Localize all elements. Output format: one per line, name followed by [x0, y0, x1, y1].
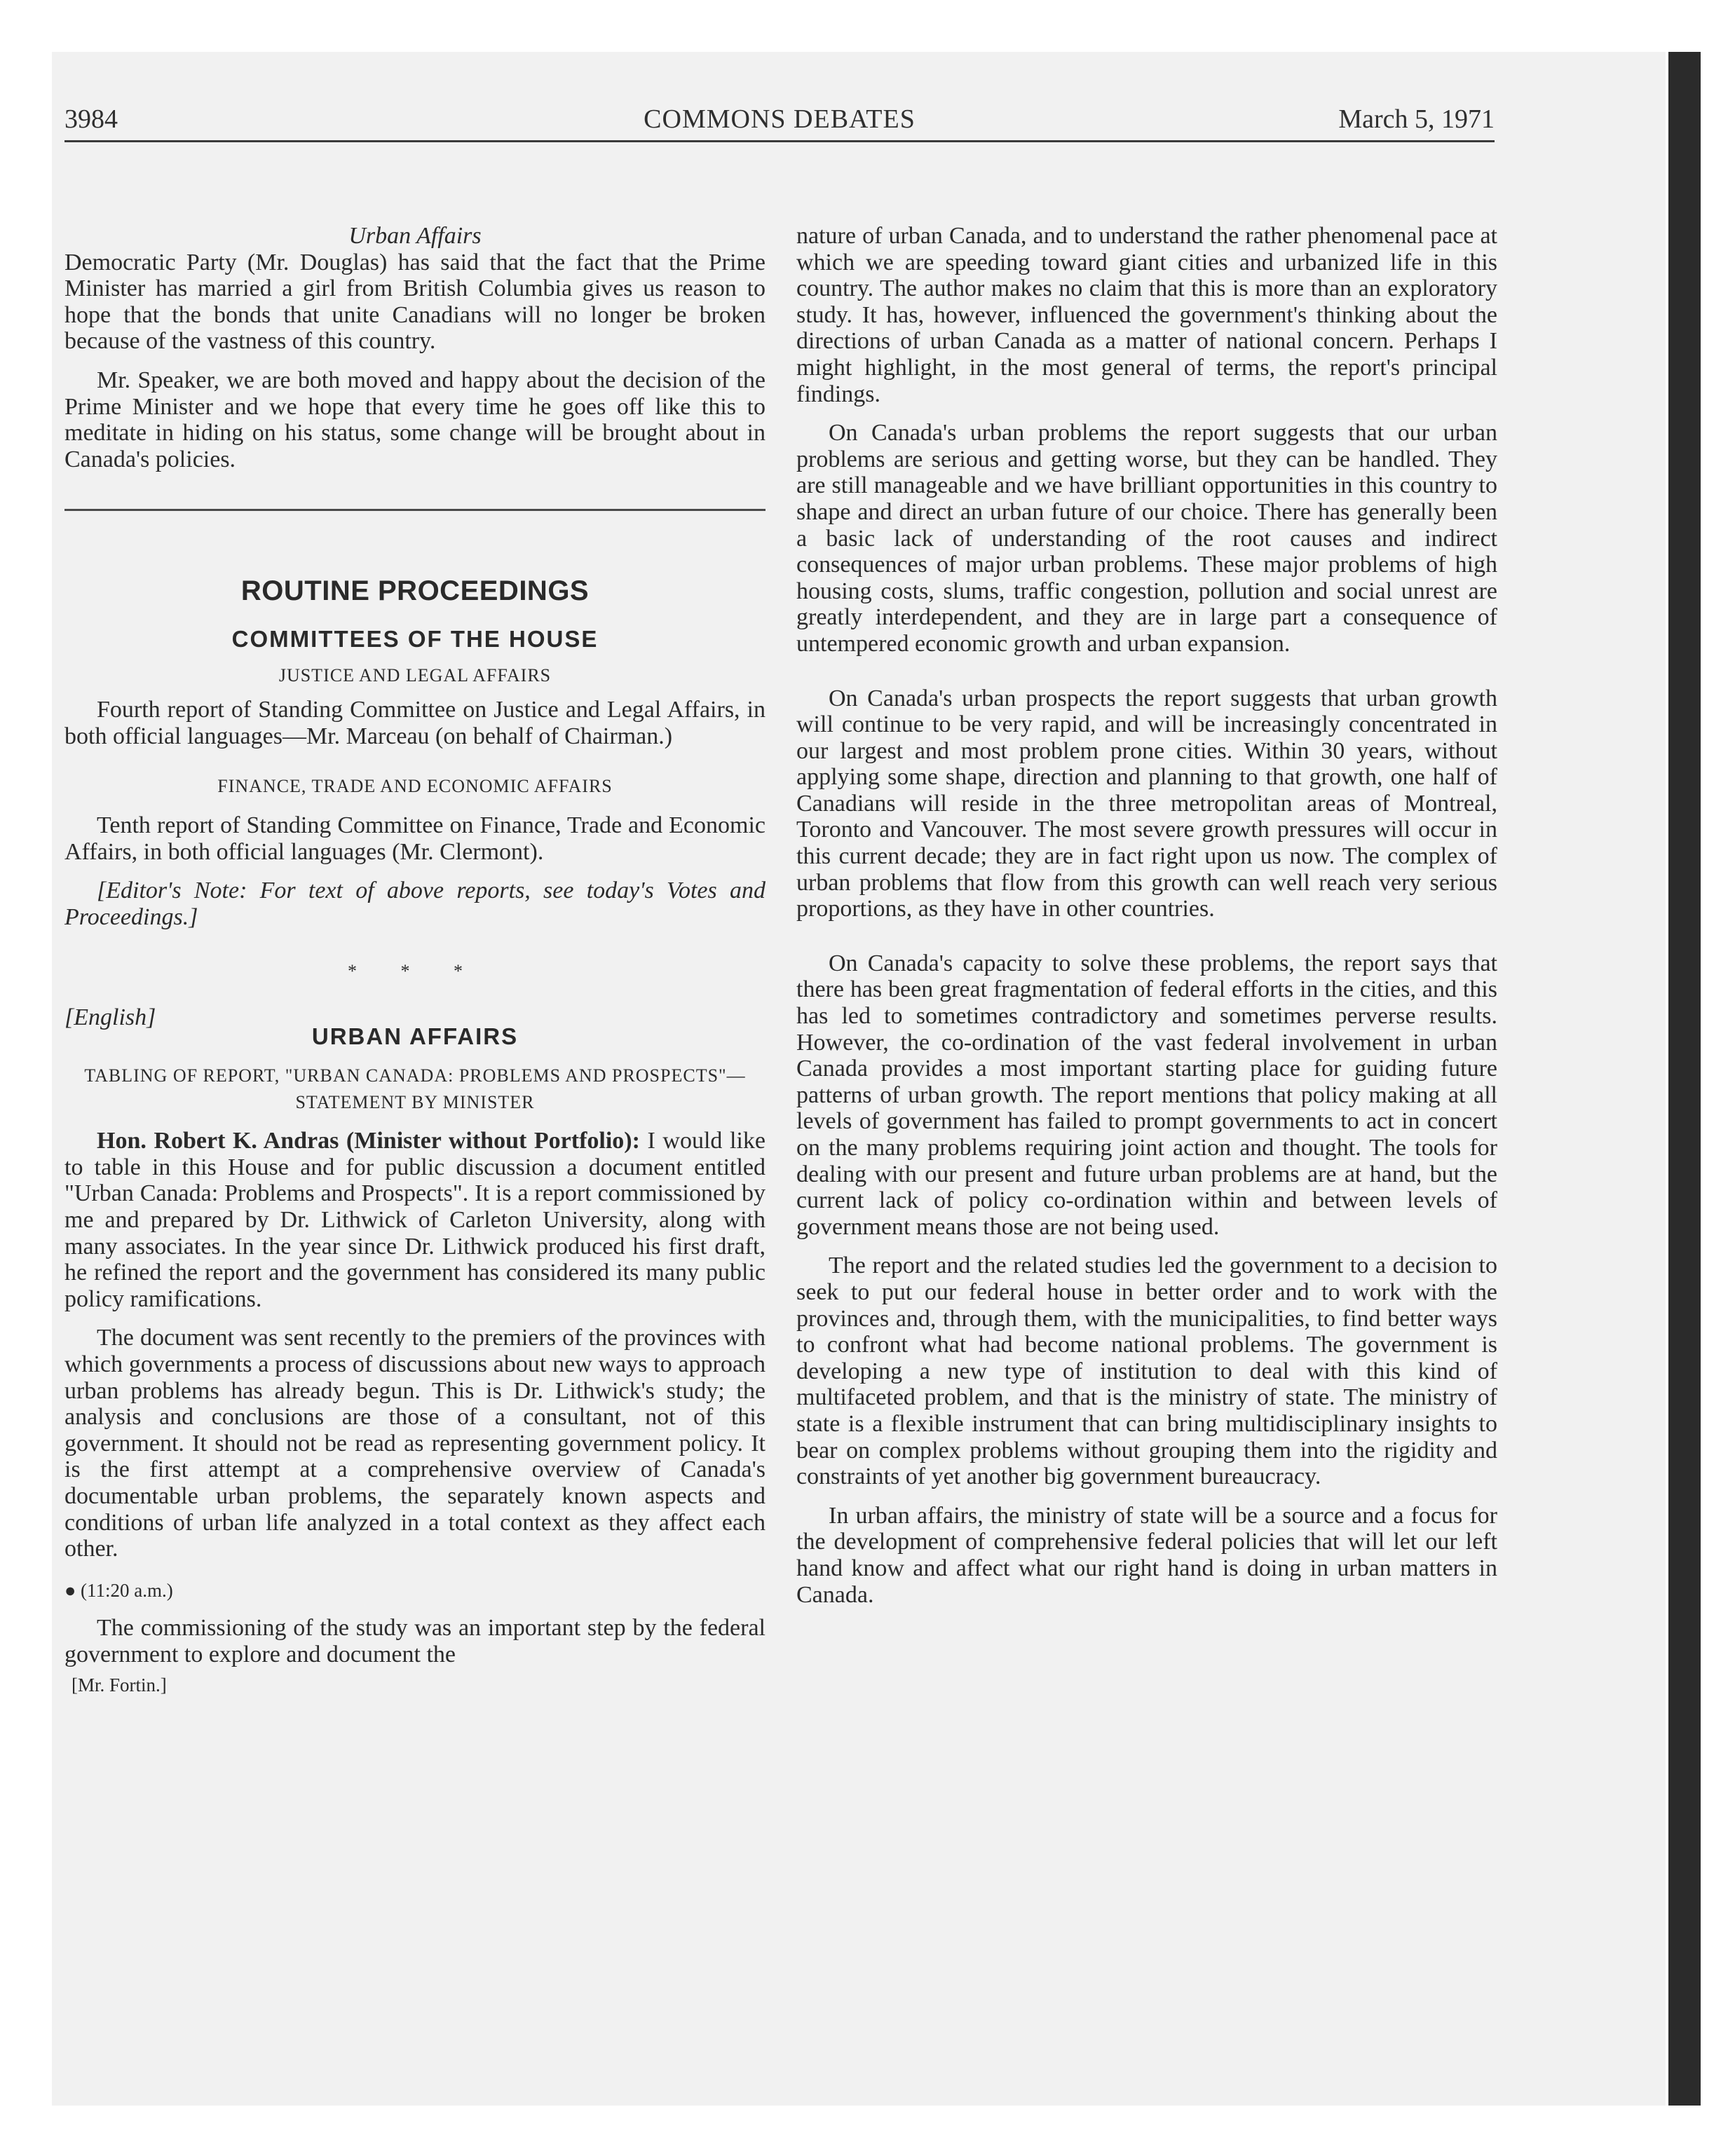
right-column [796, 223, 1497, 1608]
journal-title: COMMONS DEBATES [644, 104, 916, 134]
page-number: 3984 [64, 104, 118, 134]
paragraph: The document was sent recently to the premiers of the provinces with which governments a process of discussions about new ways to approach urban problems has already begun. This is Dr. Lithwick's study; the analysis and conclusions are those of a consultant, not of this government. It should not be read as representing government policy. It is the first attempt at a comprehensive overview of Canada's documentable urban problems, the separately known aspects and conditions of urban life analyzed in a total context as they affect each other. [64, 1325, 766, 1562]
speech-paragraph [64, 1128, 766, 1312]
section-heading-routine-proceedings: ROUTINE PROCEEDINGS [240, 575, 590, 607]
paragraph: The commissioning of the study was an important step by the federal government to explore and document the [64, 1615, 766, 1667]
paragraph: On Canada's urban prospects the report suggests that urban growth will continue to be very rapid, and will be increasingly concentrated in our largest and most problem prone cities. Within 30 years, without applying some shape, direction and planning to that growth, one half of Canadians will reside in the three metropolitan areas of Montreal, Toronto and Vancouver. The most severe growth pressures will occur in this current decade; they are in fact right upon us now. The complex of urban problems that flow from this growth can well reach very serious proportions, as they have in other countries. [796, 685, 1497, 922]
page-header [64, 102, 1495, 142]
paragraph: nature of urban Canada, and to understand the rather phenomenal pace at which we are speeding toward giant cities and urbanized life in this country. The author makes no claim that this is more than an exploratory study. It has, however, influenced the government's thinking about the directions of urban Canada as a matter of national concern. Perhaps I might highlight, in the most general of terms, the report's principal findings. [796, 223, 1497, 407]
editor-note: [Editor's Note: For text of above reports, see today's Votes and Proceedings.] [64, 878, 766, 930]
paragraph: On Canada's capacity to solve these problems, the report says that there has been great fragmentation of federal efforts in the cities, and this has led to sometimes contradictory and sometimes perverse results. However, the co-ordination of the vast federal involvement in urban Canada provides a most important starting place for guiding future patterns of urban growth. The report mentions that policy making at all levels of government has failed to prompt governments to act in concert on the many problems requiring joint action and thought. The tools for dealing with our present and future urban problems are at hand, but the current lack of policy co-ordination within and between levels of government means those are not being used. [796, 950, 1497, 1240]
speaker-name: Hon. Robert K. Andras (Minister without Portfolio): [97, 1128, 640, 1154]
paragraph: Mr. Speaker, we are both moved and happy about the decision of the Prime Minister and we hope that every time he goes off like this to meditate in hiding on his status, some change will be brought about in Canada's policies. [64, 367, 766, 472]
paragraph: In urban affairs, the ministry of state will be a source and a focus for the development of comprehensive federal policies that will let our left hand know and affect what our right hand is doing in urban matters in Canada. [796, 1502, 1497, 1608]
item-heading-tabling: TABLING OF REPORT, "URBAN CANADA: PROBLEMS AND PROSPECTS"—STATEMENT BY MINISTER [84, 1065, 746, 1112]
section-divider [64, 509, 766, 511]
paragraph: Fourth report of Standing Committee on Justice and Legal Affairs, in both official languages—Mr. Marceau (on behalf of Chairman.) [64, 697, 766, 749]
time-stamp: ● (11:20 a.m.) [64, 1579, 173, 1601]
section-heading-urban-affairs: URBAN AFFAIRS [311, 1023, 519, 1050]
paragraph: Tenth report of Standing Committee on Finance, Trade and Economic Affairs, in both official languages (Mr. Clermont). [64, 812, 766, 865]
paragraph: On Canada's urban problems the report suggests that our urban problems are serious and getting worse, but they can be handled. They are still manageable and we have brilliant opportunities in this country to shape and direct an urban future of our choice. There has generally been a basic lack of understanding of the root causes and indirect consequences of major urban problems. These major problems of high housing costs, slums, traffic congestion, pollution and social unrest are greatly interdependent, and they are in large part a consequence of untempered economic growth and urban expansion. [796, 420, 1497, 657]
running-head: Urban Affairs [348, 223, 482, 249]
committee-heading-justice: JUSTICE AND LEGAL AFFAIRS [278, 664, 552, 685]
paragraph: The report and the related studies led the government to a decision to seek to put our federal house in better order and to work with the provinces and, through them, with the municipalities, to find better ways to confront what had become national problems. The government is developing a new type of institution to deal with this kind of multifaceted problem, and that is the ministry of state. The ministry of state is a flexible instrument that can bring multidisciplinary insights to bear on complex problems without grouping them into the rigidity and constraints of yet another big government bureaucracy. [796, 1253, 1497, 1490]
sitting-date: March 5, 1971 [1338, 104, 1495, 134]
language-tag: [English] [64, 1004, 156, 1030]
left-column [64, 223, 766, 1698]
paragraph: Democratic Party (Mr. Douglas) has said that the fact that the Prime Minister has married a girl from British Columbia gives us reason to hope that the bonds that unite Canadians will no longer be broken because of the vastness of this country. [64, 249, 766, 355]
committee-heading-finance: FINANCE, TRADE AND ECONOMIC AFFAIRS [217, 776, 613, 797]
section-break-asterisks: * * * [348, 961, 482, 982]
speech-text: I would like to table in this House and for public discussion a document entitled "Urban Canada: Problems and Prospects". It is a report commissioned by me and prepared by Dr. Lithwick of Carleton University, along with many associates. In the year since Dr. Lithwick produced his first draft, he refined the report and the government has considered its many public policy ramifications. [64, 1128, 766, 1312]
scan-edge-shadow [1668, 52, 1701, 2106]
speaker-footer: [Mr. Fortin.] [72, 1674, 167, 1696]
subsection-heading-committees: COMMITTEES OF THE HOUSE [231, 625, 599, 652]
